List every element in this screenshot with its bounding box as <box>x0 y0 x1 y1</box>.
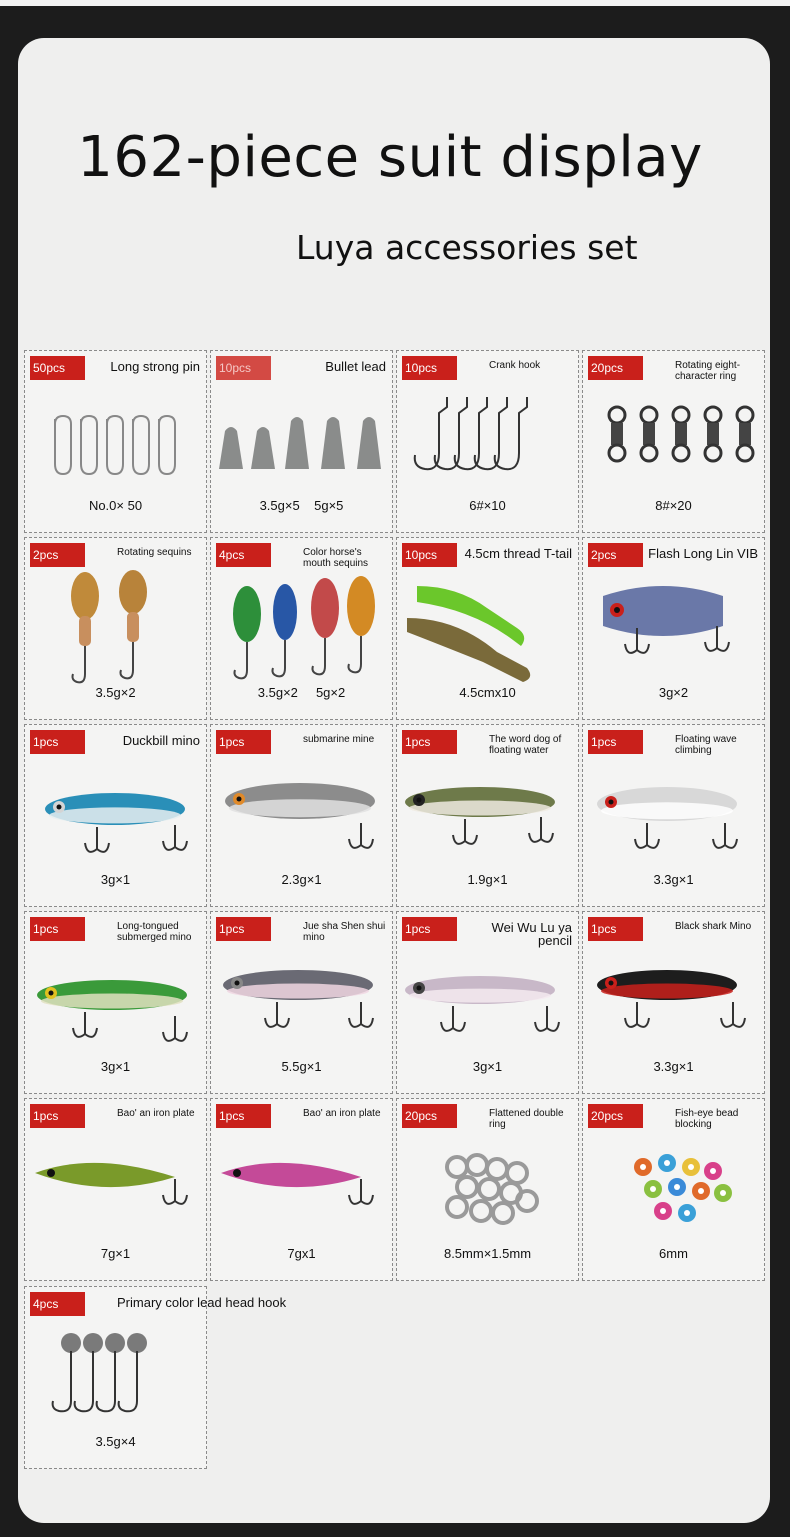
product-spec: 6#×10 <box>469 498 506 513</box>
product-name: Crank hook <box>489 360 541 371</box>
quantity-badge: 1pcs <box>588 730 643 754</box>
pencil-lure-icon <box>397 940 578 1060</box>
quantity-badge: 1pcs <box>30 1104 85 1128</box>
product-cell <box>210 724 393 907</box>
product-name: Jue sha Shen shui mino <box>303 921 386 943</box>
product-cell <box>24 1098 207 1281</box>
product-cell <box>24 1286 287 1469</box>
swivel-icon <box>583 379 764 499</box>
product-name: Bao' an iron plate <box>117 1108 195 1119</box>
product-cell <box>582 350 765 533</box>
quantity-badge: 1pcs <box>216 917 271 941</box>
quantity-badge: 10pcs <box>402 356 457 380</box>
product-cell <box>210 537 393 720</box>
product-name: Black shark Mino <box>675 921 752 932</box>
product-name: Wei Wu Lu ya pencil <box>491 920 572 948</box>
product-spec: 3.3g×1 <box>653 872 694 887</box>
product-spec: 8.5mm×1.5mm <box>443 1246 532 1261</box>
soft-bait-icon <box>397 566 578 686</box>
quantity-badge: 10pcs <box>402 543 457 567</box>
product-spec: 5.5g×1 <box>281 1059 322 1074</box>
jig-head-icon <box>25 1315 206 1435</box>
product-name: submarine mine <box>303 734 375 745</box>
product-spec: 8#×20 <box>655 498 692 513</box>
bullet-lead-icon <box>211 379 392 499</box>
product-spec: No.0× 50 <box>88 498 143 513</box>
quantity-badge: 1pcs <box>588 917 643 941</box>
product-name: Rotating sequins <box>117 547 192 558</box>
quantity-badge: 1pcs <box>30 917 85 941</box>
product-cell <box>24 911 207 1094</box>
product-cell <box>396 350 579 533</box>
product-name: Bullet lead <box>325 359 386 374</box>
product-name: Floating wave climbing <box>675 734 737 756</box>
quantity-badge: 1pcs <box>402 730 457 754</box>
product-name: Flash Long Lin VIB <box>648 546 758 561</box>
product-cell <box>396 724 579 907</box>
product-spec: 6mm <box>659 1246 688 1261</box>
minnow-lure-icon <box>25 753 206 873</box>
product-spec: 3.3g×1 <box>653 1059 694 1074</box>
product-cell <box>210 911 393 1094</box>
product-name: Bao' an iron plate <box>303 1108 381 1119</box>
bead-icon <box>583 1127 764 1247</box>
product-spec: 3g×1 <box>472 1059 503 1074</box>
product-cell <box>582 911 765 1094</box>
product-cell <box>582 537 765 720</box>
quantity-badge: 20pcs <box>588 356 643 380</box>
quantity-badge: 2pcs <box>588 543 643 567</box>
product-spec: 2.3g×1 <box>281 872 322 887</box>
product-spec: 3.5g×4 <box>95 1434 136 1449</box>
product-cell <box>396 911 579 1094</box>
product-cell <box>396 537 579 720</box>
product-cell <box>24 350 207 533</box>
product-name: The word dog of floating water <box>489 734 562 756</box>
product-cell <box>24 724 207 907</box>
minnow-lure-icon <box>211 940 392 1060</box>
quantity-badge: 4pcs <box>30 1292 85 1316</box>
jig-icon <box>211 1127 392 1247</box>
quantity-badge: 50pcs <box>30 356 85 380</box>
jig-icon <box>25 1127 206 1247</box>
product-cell <box>582 1098 765 1281</box>
pencil-lure-icon <box>397 753 578 873</box>
quantity-badge: 10pcs <box>216 356 271 380</box>
product-spec: 4.5cmx10 <box>459 685 516 700</box>
quantity-badge: 4pcs <box>216 543 271 567</box>
split-ring-icon <box>397 1127 578 1247</box>
product-name: Duckbill mino <box>122 733 200 748</box>
product-cell <box>210 1098 393 1281</box>
product-spec: 3g×1 <box>100 872 131 887</box>
quantity-badge: 1pcs <box>216 1104 271 1128</box>
spinner-icon <box>25 566 206 686</box>
minnow-lure-icon <box>583 940 764 1060</box>
product-spec: 3g×1 <box>100 1059 131 1074</box>
product-name: Color horse's mouth sequins <box>303 547 369 569</box>
product-spec: 3.5g×2 <box>95 685 136 700</box>
product-name: Rotating eight-character ring <box>675 360 741 382</box>
quantity-badge: 1pcs <box>30 730 85 754</box>
product-cell <box>396 1098 579 1281</box>
snap-pin-icon <box>25 379 206 499</box>
product-cell <box>582 724 765 907</box>
spoon-icon <box>211 566 392 686</box>
product-name: Fish-eye bead blocking <box>675 1108 739 1130</box>
product-spec: 7g×1 <box>100 1246 131 1261</box>
top-strip <box>0 0 790 6</box>
product-spec: 3g×2 <box>658 685 689 700</box>
page-subtitle: Luya accessories set <box>296 228 638 267</box>
product-spec: 7gx1 <box>287 1246 316 1261</box>
quantity-badge: 20pcs <box>402 1104 457 1128</box>
vib-lure-icon <box>583 566 764 686</box>
sinking-lure-icon <box>211 753 392 873</box>
product-spec: 3.5g×2 5g×2 <box>257 685 346 700</box>
product-name: 4.5cm thread T-tail <box>464 546 572 561</box>
minnow-lure-icon <box>25 940 206 1060</box>
product-name: Flattened double ring <box>489 1108 564 1130</box>
product-spec: 1.9g×1 <box>467 872 508 887</box>
product-name: Long strong pin <box>110 359 200 374</box>
product-cell <box>24 537 207 720</box>
product-name: Long-tongued submerged mino <box>117 921 192 943</box>
product-cell <box>210 350 393 533</box>
quantity-badge: 1pcs <box>402 917 457 941</box>
popper-lure-icon <box>583 753 764 873</box>
product-spec: 3.5g×5 5g×5 <box>259 498 344 513</box>
quantity-badge: 1pcs <box>216 730 271 754</box>
quantity-badge: 2pcs <box>30 543 85 567</box>
quantity-badge: 20pcs <box>588 1104 643 1128</box>
crank-hook-icon <box>397 379 578 499</box>
page-title: 162-piece suit display <box>77 125 703 190</box>
product-name: Primary color lead head hook <box>117 1295 287 1310</box>
